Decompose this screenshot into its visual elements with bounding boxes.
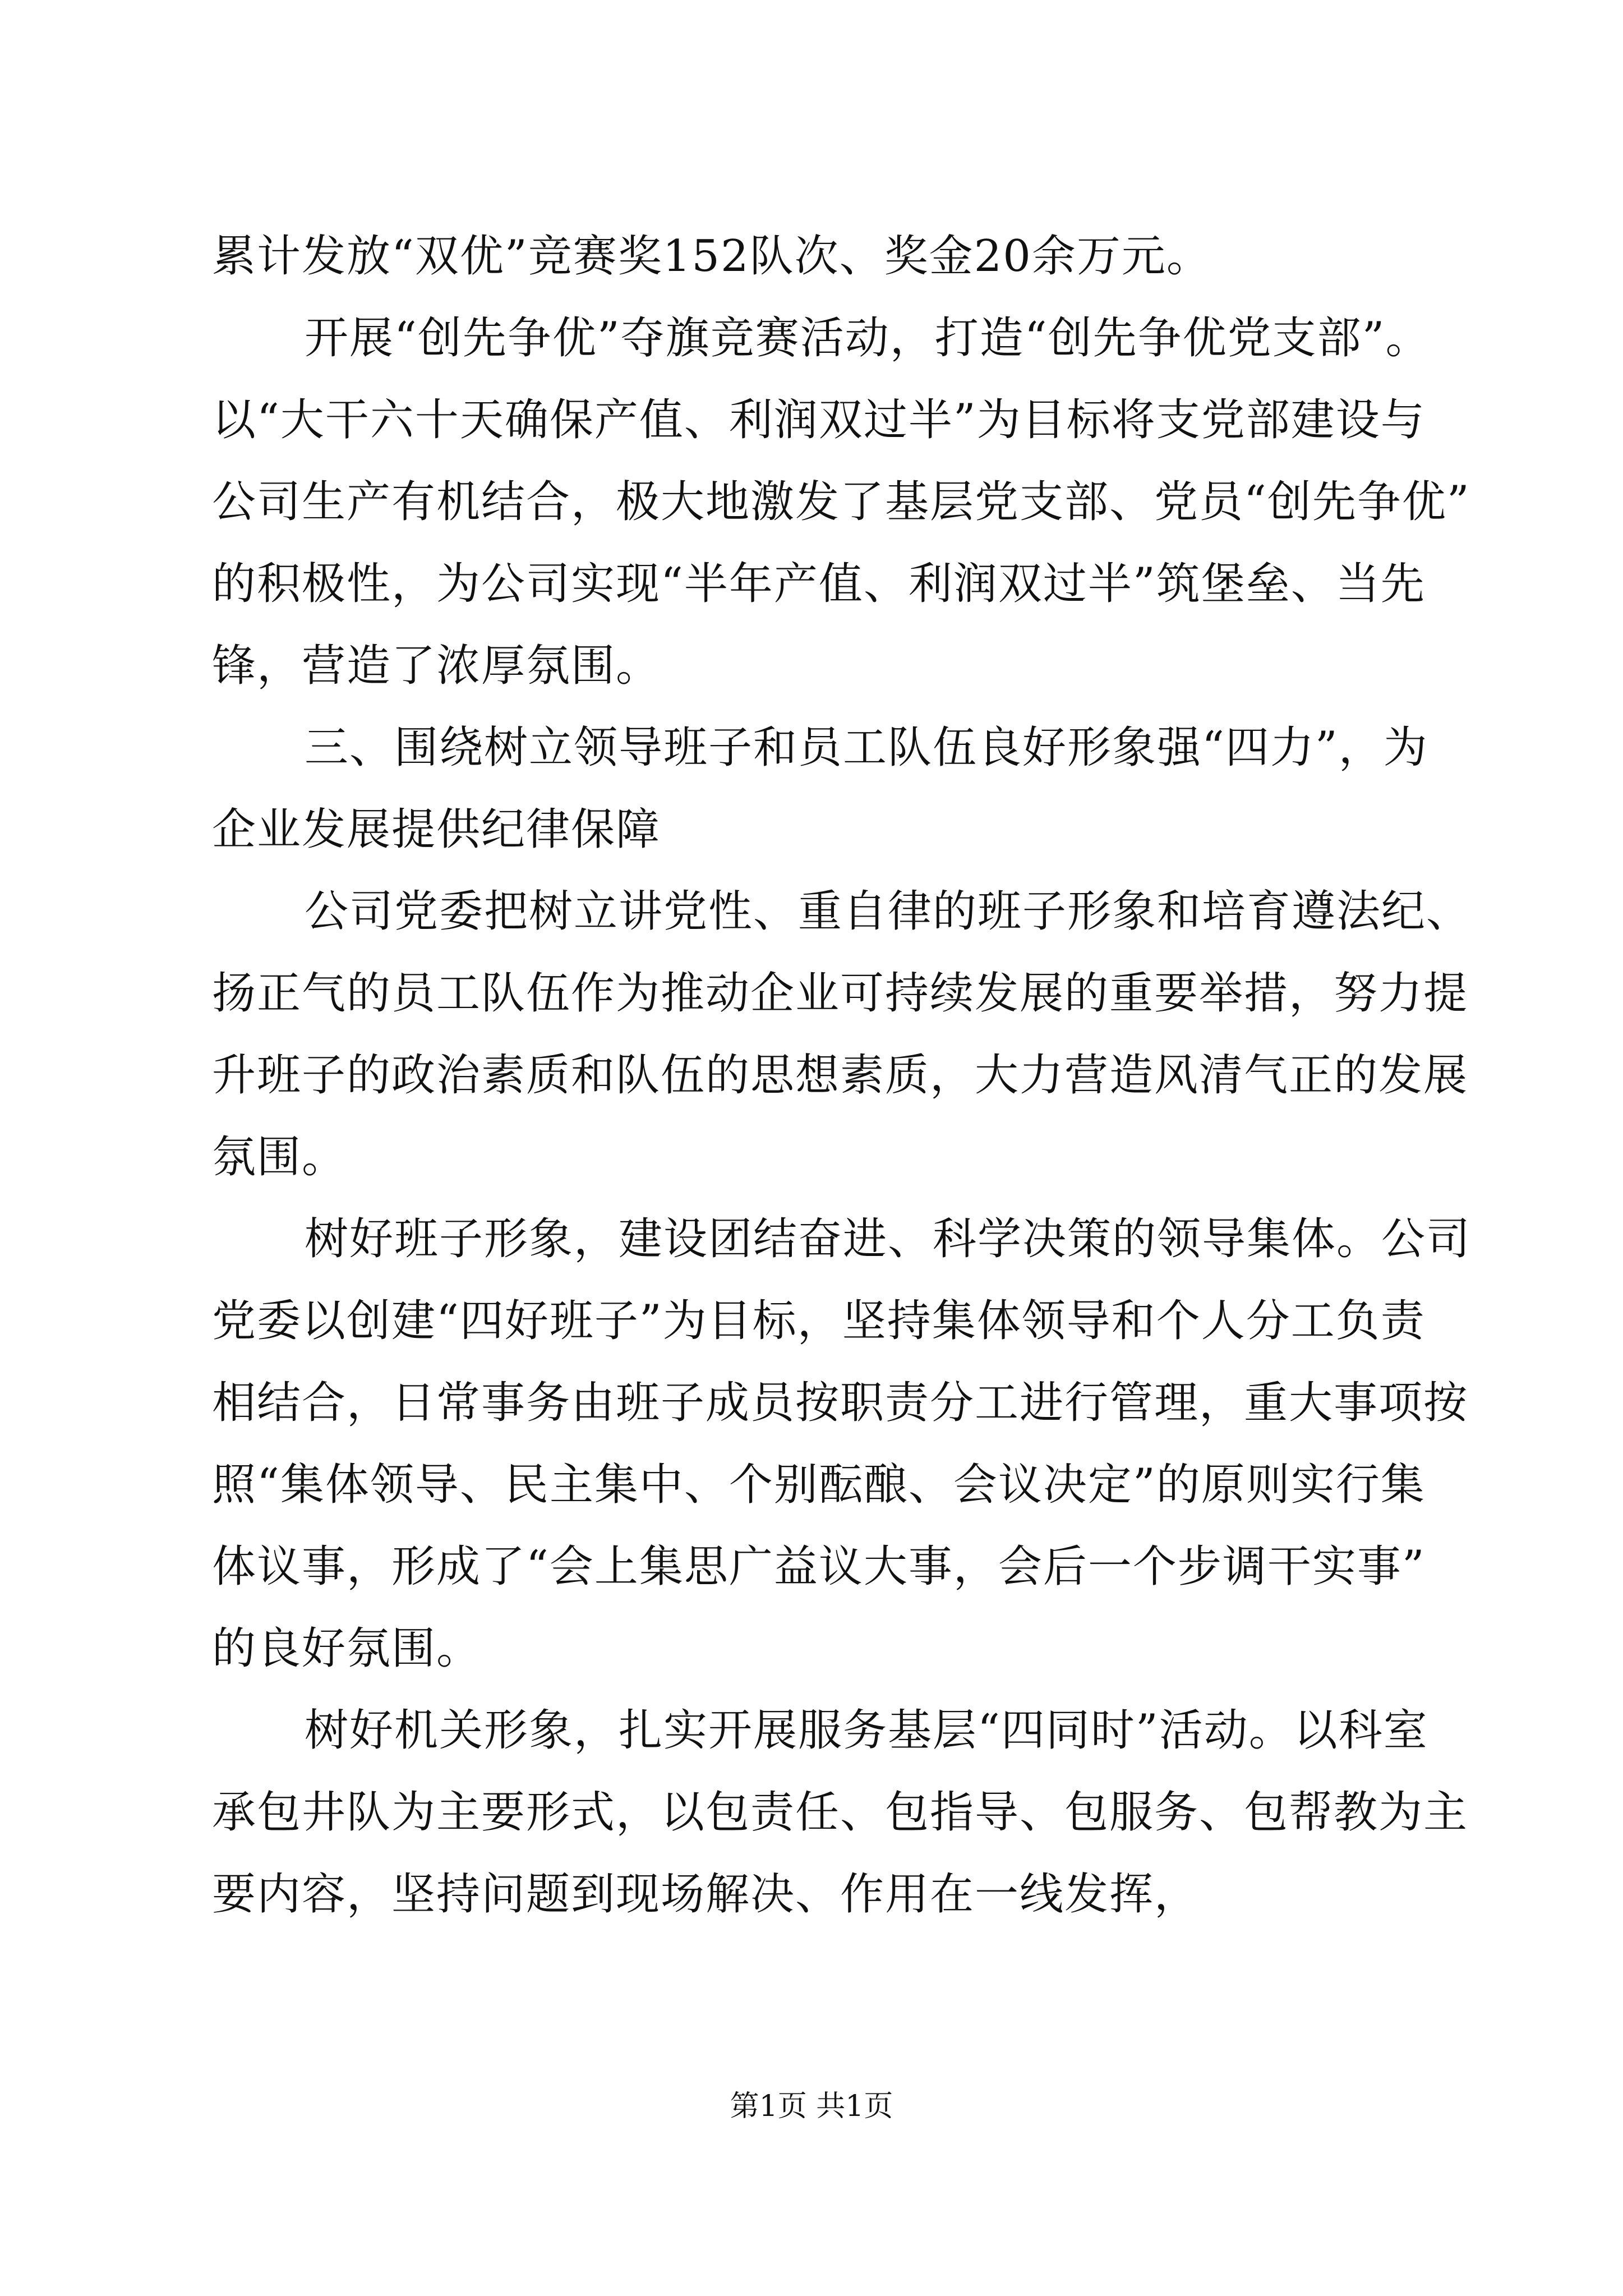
paragraph-line: 公司生产有机结合，极大地激发了基层党支部、党员“创先争优” [212,477,1470,527]
paragraph-line: 氛围。 [212,1132,347,1182]
paragraph-line: 体议事，形成了“会上集思广益议大事，会后一个步调干实事” [212,1542,1426,1592]
paragraph-first-line: 三、围绕树立领导班子和员工队伍良好形象强“四力”，为 [305,723,1428,773]
paragraph-line: 承包井队为主要形式，以包责任、包指导、包服务、包帮教为主 [212,1787,1469,1838]
paragraph-first-line: 树好班子形象，建设团结奋进、科学决策的领导集体。公司 [305,1214,1472,1264]
paragraph-line: 企业发展提供纪律保障 [212,804,661,855]
paragraph-line: 要内容，坚持问题到现场解决、作用在一线发挥， [212,1869,1200,1920]
paragraph-line: 相结合，日常事务由班子成员按职责分工进行管理，重大事项按 [212,1378,1469,1428]
paragraph-line: 党委以创建“四好班子”为目标，坚持集体领导和个人分工负责 [212,1296,1426,1346]
paragraph-line: 照“集体领导、民主集中、个别酝酿、会议决定”的原则实行集 [212,1460,1426,1510]
paragraph-first-line: 开展“创先争优”夺旗竞赛活动，打造“创先争优党支部”。 [305,313,1431,364]
paragraph-line: 累计发放“双优”竞赛奖152队次、奖金20余万元。 [212,231,1211,282]
paragraph-line: 扬正气的员工队伍作为推动企业可持续发展的重要举措，努力提 [212,968,1469,1019]
paragraph-first-line: 树好机关形象，扎实开展服务基层“四同时”活动。以科室 [305,1705,1428,1756]
paragraph-line: 的积极性，为公司实现“半年产值、利润双过半”筑堡垒、当先 [212,559,1426,609]
paragraph-line: 以“大干六十天确保产值、利润双过半”为目标将支党部建设与 [212,395,1426,445]
paragraph-line: 升班子的政治素质和队伍的思想素质，大力营造风清气正的发展 [212,1050,1469,1101]
body-text [212,215,1472,1935]
page-footer: 第1页 共1页 [730,2090,893,2123]
paragraph-line: 的良好氛围。 [212,1623,482,1674]
paragraph-first-line: 公司党委把树立讲党性、重自律的班子形象和培育遵法纪、 [305,886,1472,937]
paragraph-line: 锋，营造了浓厚氛围。 [212,641,661,691]
